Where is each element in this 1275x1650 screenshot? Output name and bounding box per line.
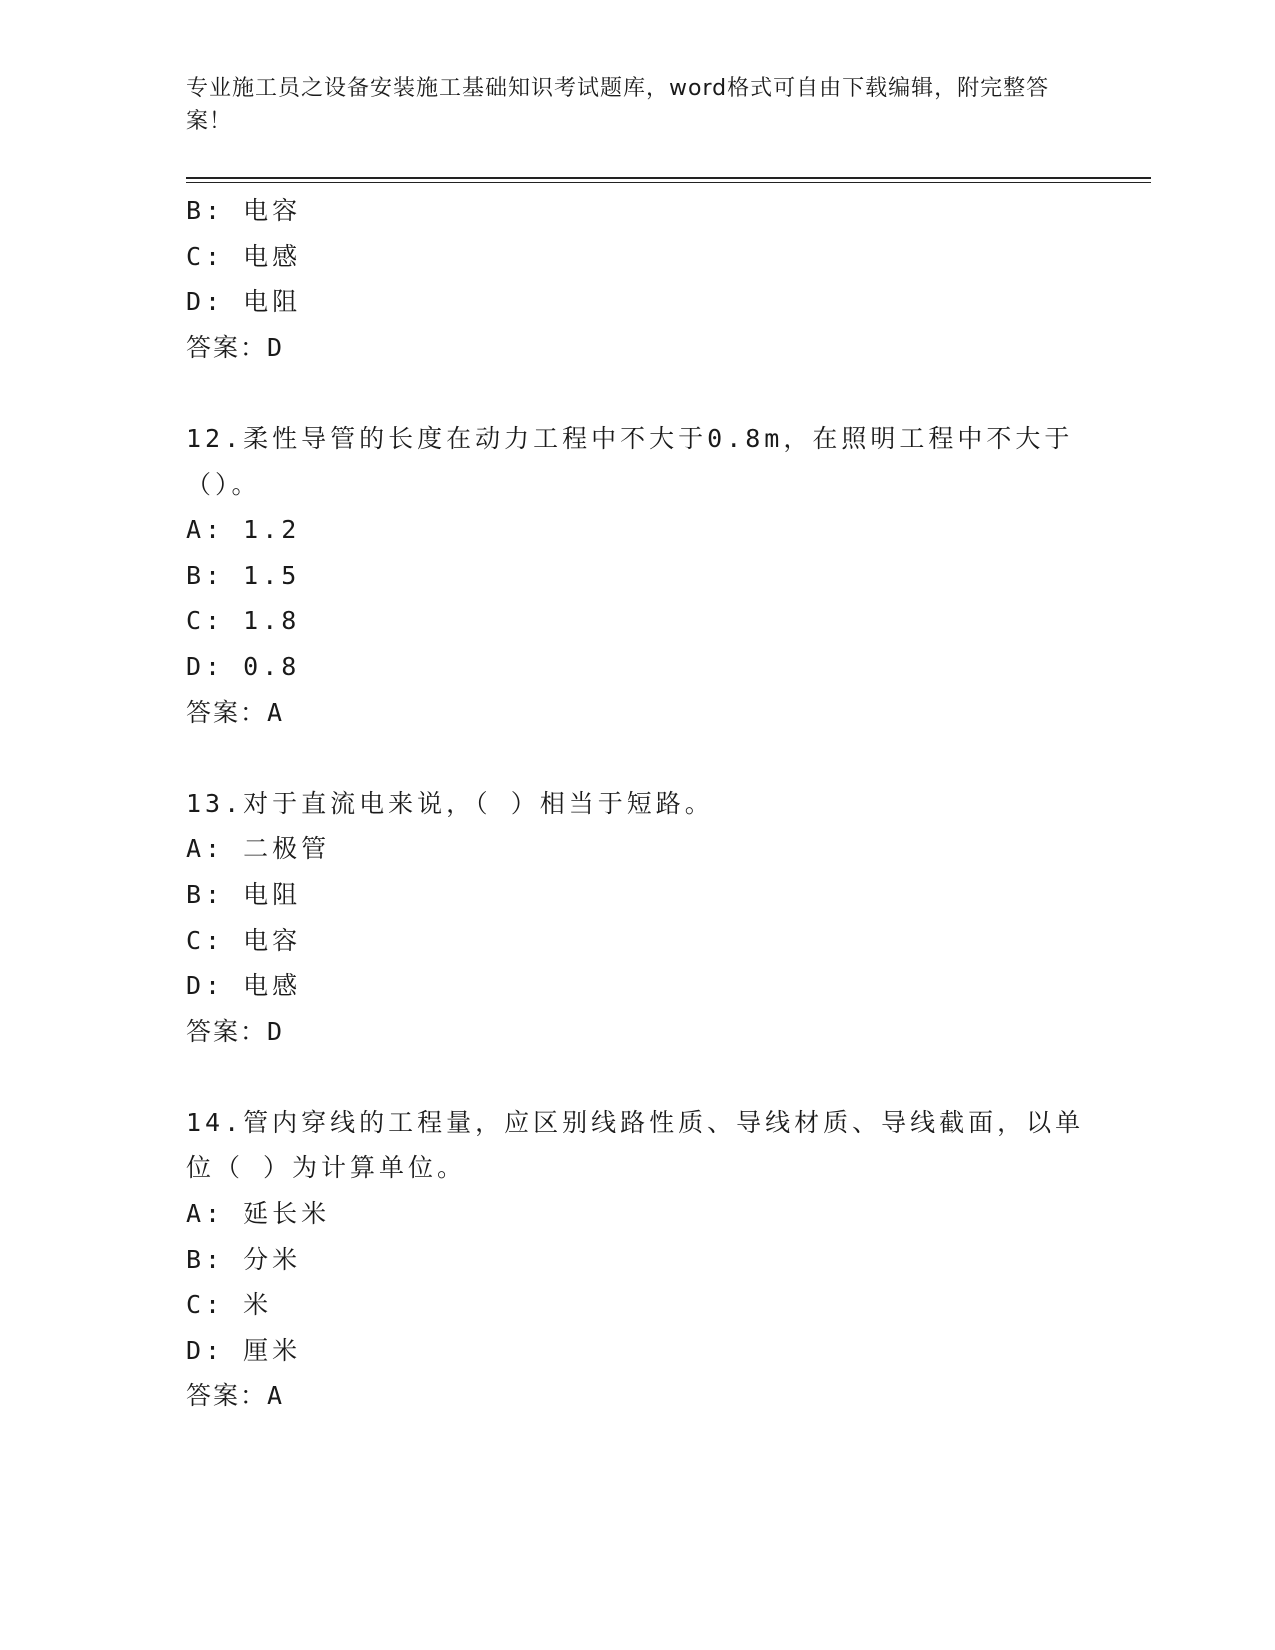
option-row [186, 507, 1086, 553]
option-row [186, 598, 1086, 644]
option-label: D: [186, 651, 225, 681]
option-row [186, 188, 1086, 234]
option-label: A: [186, 1199, 225, 1229]
option-text: 二极管 [243, 834, 331, 864]
option-text: 电阻 [243, 287, 302, 317]
option-text: 1.2 [243, 515, 301, 545]
option-row [186, 234, 1086, 280]
question-13 [186, 781, 1086, 1055]
answer-label: 答案： [186, 332, 268, 362]
answer-row [186, 1373, 1086, 1419]
option-row [186, 644, 1086, 690]
question-12 [186, 416, 1086, 735]
question-stem: 14.管内穿线的工程量，应区别线路性质、导线材质、导线截面，以单位（ ）为计算单位。 [186, 1107, 1085, 1183]
option-text: 1.8 [243, 606, 301, 636]
option-text: 电阻 [243, 879, 302, 909]
option-label: A: [186, 834, 225, 864]
answer-label: 答案： [186, 1381, 268, 1411]
option-label: D: [186, 971, 225, 1001]
option-label: B: [186, 1244, 225, 1274]
option-row [186, 1237, 1086, 1283]
option-text: 1.5 [243, 560, 301, 590]
option-label: C: [186, 1290, 225, 1320]
answer-value: D [267, 332, 285, 362]
answer-value: A [267, 697, 285, 727]
option-row [186, 963, 1086, 1009]
option-row [186, 279, 1086, 325]
option-text: 0.8 [243, 651, 301, 681]
question-stem: 12.柔性导管的长度在动力工程中不大于0.8m，在照明工程中不大于（）。 [186, 423, 1074, 499]
header-divider-thick [186, 177, 1151, 179]
option-row [186, 918, 1086, 964]
option-label: B: [186, 879, 225, 909]
answer-label: 答案： [186, 697, 268, 727]
option-row [186, 553, 1086, 599]
option-label: C: [186, 606, 225, 636]
answer-label: 答案： [186, 1016, 268, 1046]
answer-row [186, 690, 1086, 736]
answer-row [186, 325, 1086, 371]
question-stem: 13.对于直流电来说，（ ）相当于短路。 [186, 788, 714, 818]
option-row [186, 1328, 1086, 1374]
answer-row [186, 1009, 1086, 1055]
option-label: D: [186, 1335, 225, 1365]
option-label: D: [186, 287, 225, 317]
option-row [186, 1282, 1086, 1328]
option-label: C: [186, 241, 225, 271]
option-label: B: [186, 560, 225, 590]
option-row [186, 1191, 1086, 1237]
option-text: 分米 [243, 1244, 302, 1274]
option-text: 电感 [243, 241, 302, 271]
option-text: 电容 [243, 196, 302, 225]
document-header: 专业施工员之设备安装施工基础知识考试题库，word格式可自由下载编辑，附完整答案！ [186, 76, 1050, 134]
option-text: 厘米 [243, 1335, 302, 1365]
carryover-block [186, 188, 1086, 370]
option-label: C: [186, 925, 225, 955]
option-row [186, 826, 1086, 872]
answer-value: A [267, 1381, 285, 1411]
answer-value: D [267, 1016, 285, 1046]
option-text: 延长米 [243, 1199, 331, 1229]
header-divider-thin [186, 182, 1151, 183]
option-label: A: [186, 515, 225, 545]
exam-content [186, 188, 1086, 1419]
option-text: 电容 [243, 925, 302, 955]
option-row [186, 872, 1086, 918]
option-text: 电感 [243, 971, 302, 1001]
option-text: 米 [243, 1290, 273, 1320]
question-14 [186, 1100, 1086, 1419]
option-label: B: [186, 196, 225, 225]
